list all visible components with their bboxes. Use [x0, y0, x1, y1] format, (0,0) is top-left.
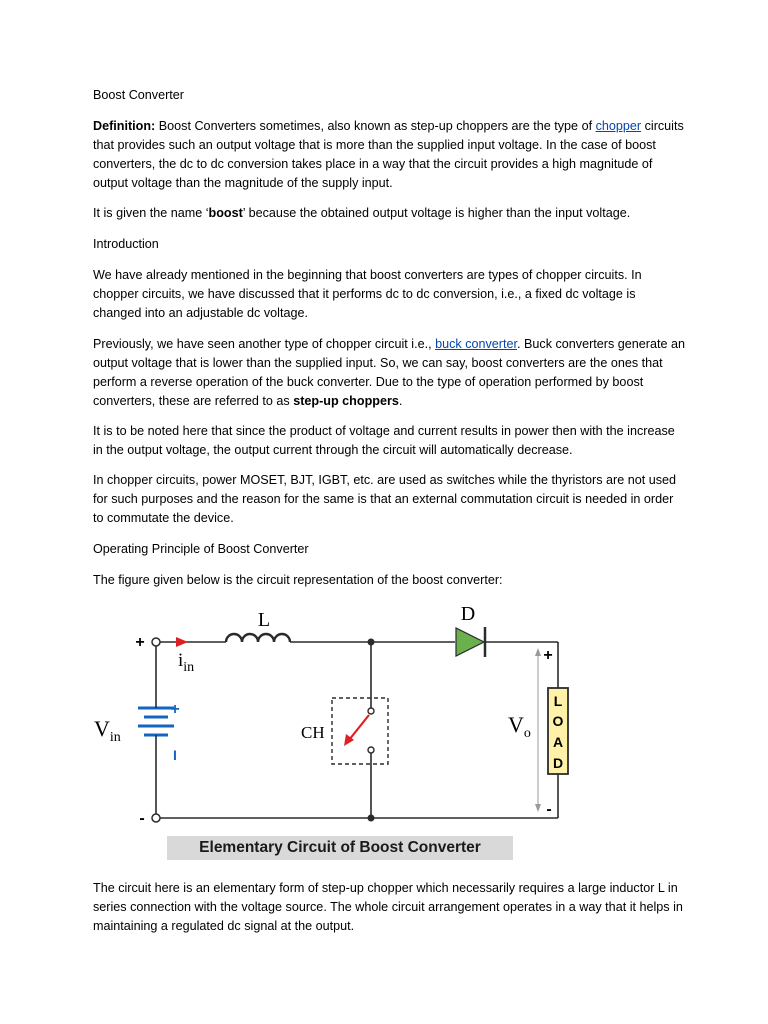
current-label-main: i	[178, 650, 184, 671]
step-up-choppers-bold: step-up choppers	[293, 394, 399, 408]
chopper-link[interactable]: chopper	[595, 119, 642, 133]
vo-label	[508, 712, 531, 741]
intro-paragraph: We have already mentioned in the beginning that boost converters are types of chopper circuits. In chopper circuits, we have discussed that it performs dc to dc conversion, i.e., a fixed dc voltage is changed into an adjustable dc voltage.	[93, 268, 642, 320]
circuit-wires	[156, 634, 558, 818]
noted-paragraph: It is to be noted here that since the product of voltage and current results in power then with the increase in the output voltage, the output current through the circuit will automatically decrease.	[93, 424, 675, 457]
definition-label: Definition:	[93, 119, 156, 133]
definition-paragraph	[93, 117, 685, 193]
diode-label: D	[460, 603, 476, 625]
current-arrow-icon	[176, 637, 188, 647]
name-text-a: It is given the name ‘	[93, 206, 209, 220]
node-top	[368, 639, 375, 646]
output-minus-label: -	[546, 801, 552, 818]
page-title: Boost Converter	[93, 88, 184, 102]
name-paragraph	[93, 204, 685, 223]
load-letter: D	[552, 755, 564, 771]
principle-heading: Operating Principle of Boost Converter	[93, 542, 309, 556]
load-letter: L	[553, 693, 563, 709]
previous-paragraph	[93, 335, 685, 411]
vo-label-sub: o	[523, 726, 531, 741]
current-label-sub: in	[183, 660, 195, 675]
input-terminal-bottom	[152, 814, 160, 822]
previous-text-c: .	[398, 394, 403, 408]
switches-paragraph: In chopper circuits, power MOSET, BJT, IGBT, etc. are used as switches while the thyristors are not used for such purposes and the reason for the same is that an external commutation circuit is needed in order to commutate the device.	[93, 473, 677, 525]
vo-label-main: V	[508, 712, 524, 737]
current-label	[178, 650, 194, 675]
battery-icon	[138, 696, 174, 746]
vin-label-sub: in	[109, 730, 121, 745]
boost-bold: boost	[208, 206, 243, 220]
closing-paragraph: The circuit here is an elementary form of step-up chopper which necessarily requires a large inductor L in series connection with the voltage source. The whole circuit arrangement operates in a way that it helps in maintaining a regulated dc signal at the output.	[93, 881, 683, 933]
load-letter: A	[552, 734, 564, 750]
switch-box	[332, 698, 388, 764]
intro-heading: Introduction	[93, 237, 159, 251]
node-bottom	[368, 815, 375, 822]
output-plus-label: +	[543, 647, 553, 664]
switch-contact-top	[368, 708, 374, 714]
name-text-b: ’ because the obtained output voltage is higher than the input voltage.	[242, 206, 631, 220]
vin-label	[94, 716, 121, 745]
definition-text-b: circuits that provides such an output voltage that is more than the supplied input voltage. In the case of boost converters, the dc to dc conversion takes place in a way that the circuit provides a high magnitude of output voltage than the magnitude of the supply input.	[93, 119, 684, 190]
diode-icon	[456, 628, 484, 656]
definition-text-a: Boost Converters sometimes, also known as step-up choppers are the type of	[155, 119, 596, 133]
inductor-coil-shape	[226, 634, 290, 642]
buck-converter-link[interactable]: buck converter	[435, 337, 517, 351]
switch-contact-bottom	[368, 747, 374, 753]
previous-text-a: Previously, we have seen another type of chopper circuit i.e.,	[93, 337, 436, 351]
vo-arrow-down-icon	[535, 804, 541, 812]
load-letter: O	[552, 713, 564, 729]
switch-blade	[349, 715, 369, 740]
figure-caption: Elementary Circuit of Boost Converter	[167, 836, 513, 860]
previous-text-b: . Buck converters generate an output voltage that is lower than the supplied input. So, we can say, boost converters are the ones that perform a reverse operation of the buck converter. Due to the type of operation performed by boost converters, these are referred to as	[93, 337, 686, 408]
boost-converter-circuit	[94, 598, 600, 868]
vin-label-main: V	[94, 716, 110, 741]
input-minus-label: -	[139, 810, 145, 827]
input-plus-label: +	[135, 634, 145, 651]
circuit-diagram	[94, 598, 600, 868]
input-terminal-top	[152, 638, 160, 646]
battery-plus-label: +	[170, 701, 180, 718]
vo-arrow-up-icon	[535, 648, 541, 656]
inductor-label: L	[257, 609, 271, 631]
battery-minus-label: I	[173, 747, 177, 763]
switch-label: CH	[301, 723, 325, 742]
figure-intro: The figure given below is the circuit representation of the boost converter:	[93, 573, 503, 587]
